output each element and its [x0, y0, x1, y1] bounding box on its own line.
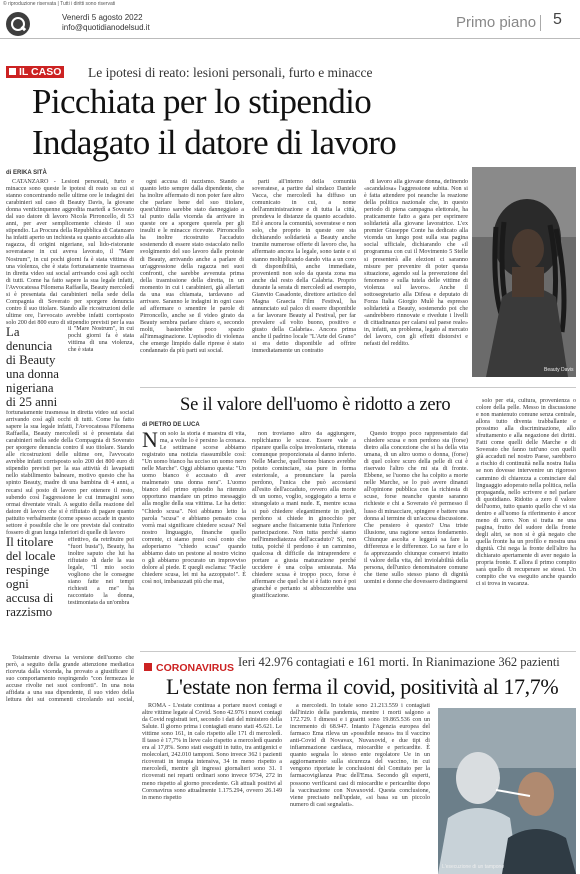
drop-cap: N [142, 431, 158, 452]
story-kicker: Le ipotesi di reato: lesioni personali, furto e minacce [88, 65, 373, 80]
headline-line-2: Indagato il datore di lavoro [32, 123, 397, 162]
contact-email[interactable]: info@quotidianodelsud.it [62, 23, 150, 32]
opinion-byline: di PIETRO DE LUCA [142, 422, 200, 428]
coronavirus-kicker: Ieri 42.976 contagiati e 161 morti. In Rianimazione 362 pazienti [238, 655, 560, 669]
issue-date: Venerdì 5 agosto 2022 [62, 13, 143, 22]
coronavirus-tag: CORONAVIRUS [144, 656, 234, 675]
portrait-illustration [472, 167, 576, 377]
story3-photo [438, 708, 576, 874]
story3-column-2: a mercoledì. In totale sono 21.213.559 i contagiati dall'inizio della pandemia, mentre i morti salgono a 172.729. I dimessi e i guariti sono 19.865.536 con un incremento di 68.947. Intanto l'Agenzia europea del farmaco Ema rileva un «possibile nesso» tra il vaccino anti-Covid di Novavax, Nuvaxovid, e due tipi di infiammazione cardiaca, miocardite e pericardite. È quanto segnala lo stesso ente regolatore Ue in un aggiornamento sulla sicurezza del vaccino, in cui vengono riportate le conclusioni del Comitato per la farmacovigilanza Prac dell'Ema. Secondo gli esperti, possono verificarsi casi di miocardite e pericardite dopo la vaccinazione con Nuvaxovid. Questa conclusione, viene precisato nell'update, «si basa su un piccolo numero di casi segnalati». [290, 703, 430, 808]
coronavirus-headline: L'estate non ferma il covid, positività al 17,7% [166, 674, 559, 699]
section-rule-3 [140, 651, 576, 652]
story2-column-1: Non solo la storia è maestra di vita, ma, a volte lo è persino la cronaca. Le settimane scorse abbiamo registrato una notizia riassumibile così: "Un uomo bianco ha ucciso un uomo nero nelle Marche". Oggi abbiamo questa: "Un uomo bianco è accusato di aver malmenato una donna nera". L'uomo bianco del primo episodio ha ritenuto opportuno mandare un primo messaggio alla moglie della sua vittima. Le ha detto: "Chiedo scusa". Noi abbiamo letto la parola "scusa" e abbiamo pensato cosa vorrà mai significare chiedere scusa? Nel nostro linguaggio, finanche quello corrente, ci siamo presi così conto che adoperiamo "chiedo scusa" quando abbiamo dato un pestone al nostro vicino o gli abbiamo procurato un improvviso dolore al piede. E quegli esclama: "Facile chiedere scusa, lei mi ha azzoppato!". È così noi, imbarazzati più che mai, [142, 431, 246, 585]
section-name: Primo piano [456, 14, 537, 31]
story1-column-1-top: CATANZARO - Lesioni personali, furto e minacce sono queste le ipotesi di reato su cui si stanno concentrando nelle ultime ore le indagini dei carabinieri sul caso di Beauty Davis, la giovane donna venticinquenne aggredita martedì a Soverato dal suo datore di lavoro Nicola Pirroncello, di 53 anni, per aver semplicemente chiesto il suo stipendio. La Procura della Repubblica di Catanzaro ha infatti aperto un inchiesta su quanto accaduto alla ragazza, di origini nigeriane, sul lido-ristorante soverataese in cui aveva lavorato, il "Mare Nostrum", in cui pochi giorni fa è stata vittima di una violenza, che è stata fortunatamente trasmessa in diretta video sui social arrivando così agli occhi di tutti. Come ha fatto sapere la sua legale infatti, l'Avvocatessa Filomena Raffaella, Beauty mercoledì si è presentata dai carabinieri nella sede della Compagnia di Soverato per sporgere denuncia contro il suo titolare. Stando alle ricostruzioni delle ultime ore, l'avvocato avrebbe infatti corrisposto solo 200 dei 800 euro di stipendio previsti per la sua [6, 179, 134, 325]
section-rule-2 [140, 387, 576, 388]
photo-caption: Beauty Davis [544, 367, 574, 373]
story2-column-2: non troviamo altro da aggiungere, replichiamo le scuse. Essere vale a riparare quella colpa involontaria, ritenuta comunque proporzionata al danno inferto. Nelle Marche, quell'uomo bianco avrebbe potuto cominciare, sia pure in forma esteriorale, a pronunciare la parola perdono, l'unica che può accostarsi all'esito dell'accaduto, ovvero alla morte di un uomo, voglio, soggiogato a terra e strangolato a mani nude. E, mentre scusa si può chiedere elegantimente in piedi, perdono si chiede in ginocchio per segnare anche fisicamente tutta l'inferiore partecipazione. Non tutta perché siamo nell'immediatezza dell'accaduto? Sì, non tutta, poiché il perdono è un cammino, qualcosa di difficile da intraprendere e portare a giusta maturazione perché uccidere è una colpa smisurata. Ma chiedere scusa è troppo poco, forse è affermare che quel che si è fatto non è poi granché e pertanto si abbozzerebbe una giustificazione. [252, 431, 356, 600]
opinion-headline: Se il valore dell'uomo è ridotto a zero [180, 395, 451, 415]
story3-column-1: ROMA - L'estate continua a portare nuovi contagi e altre vittime legate al Covid. Sono 42.976 i nuovi contagi da Covid registrati ieri, secondo i dati del ministero della Salute. Il giorno prima i contagiati erano stati 45.621. Le vittime sono 161, in calo rispetto alle 171 di mercoledì. Il tasso è 17,7% in lieve calo rispetto a mercoledì quando era al 17,8%. Sono stati eseguiti in tutto, tra antigenici e molecolari, 242.010 tamponi. Sono invece 362 i pazienti ricoverati in terapia intensiva, 34 in meno rispetto a mercoledì, mentre gli ingressi giornalieri sono 31. I ricoverati nei reparti ordinari sono invece 9734, 272 in meno rispetto al giorno precedente. Gli attuali positivi al Coronavirus sono attualmente 1.175.294, ovvero 26.149 in meno rispetto [142, 703, 282, 801]
pullquote-2: Il titolare del locale respinge ogni accusa di razzismo [6, 535, 56, 619]
story1-column-1-wrap: il "Mare Nostrum", in cui pochi giorni fa è stata vittima di una violenza, che è stata [68, 326, 134, 354]
story2-column-4: solo per età, cultura, provenienza o colore della pelle. Messo in discussione e non mantenuto comune senza centrale, allora tutto diventa trabballante e prossimo alla discriminazione, allo sfruttamento e alla negazione dei diritti. Fatti come quelli delle Marche e di Soverato che fanno tutt'uno con quelli già accaduti nel nostro Paese, sarebbero a rischio di continuità nella nostra Italia se non dovesse intervenire un rigoroso cammino di chiarezza a cominciare dal linguaggio adoperato nella politica, nella propaganda, nello scrivere e nel parlare di quotidiano. Ridotto a zero il valore dell'uomo, tutto quanto quello che vi sta dentro e all'uomo fa riferimento è ancor meno di zero. Non si tratta ne una pagina, frutto del sudore della fronte degli altri, se non si è già negato che quella fronte ha un profilo e mostra una dignità. Chi nega la fronte dell'altro ha dichiarato apertamente di aver negato la propria fronte. E allora il primo compito sarà quello di recuperare se stessi. Un compito che va eseguito anche quando ci si trova in vacanza. [476, 398, 576, 588]
story1-photo [472, 167, 576, 377]
photo-caption-covid: L'esecuzione di un tampone [442, 864, 505, 870]
page-number: 5 [553, 11, 562, 28]
story1-column-1-mid: fortunatamente trasmessa in diretta video sui social arrivando così agli occhi di tutti. Come ha fatto sapere la sua legale infatti, l'Avvocatessa Filomena Raffaella, Beauty mercoledì si è presentata dai carabinieri nella sede della Compagnia di Soverato per sporgere denuncia contro il suo titolare. Stando alle ricostruzioni delle ultime ore, l'avvocato avrebbe infatti corrisposto solo 200 dei 800 euro di stipendio previsti per la sua attività di lavapiatti nello stabilimento balneare, motivo questo che ha spinto Beauty, madre di una bambina di 4 anni, a recarsi sul posto di lavoro per ottenere il resto, subendo così l'aggressione le cui immagini sono ormai diventate virali. A seguito della reazione del datore di lavoro che si è rifiutato di pagare quanto pattuito verbalmente (come spesso accade in questo settore è possibile che le ore previste dal contratto fossero di gran lunga inferiori di quelle di lavoro [6, 410, 134, 536]
byline: di ERIKA SITÀ [6, 170, 47, 176]
story1-column-1-wrap-2: effettivo, da retribuire poi "fuori busta"), Beauty, ha inoltre saputo che lui ha rifiutato di darle la sua legale, "Il mio socio vogliono che le consegne siano fatte nei tempi richiesti a me" ha raccontato la donna, testimoniata da un'ombra [68, 537, 134, 607]
story1-column-4: di lavoro alla giovane donna, definendo «scandalosa» l'aggressione subita. Non si è fatta attendere poi neanche la reazione della politica nazionale che, in questo periodo di piena campagna elettorale, ha praticamente fatto a gara per esprimere solidarietà alla giovane lavoratrice. L'ex premier Giuseppe Conte ha dedicato alla vicenda un lungo post sulla sua pagina social ufficiale, dichiarando che «il programma con cui il Movimento 5 Stelle si presenterà alle elezioni ci saranno misure per prevenire di poter questa situazione, agendo sul la prevenzione del fenomeno e sulla tutela delle vittime di violenza sul lavoro». Anche il sottosegretario alla Difesa e deputato di Forza Italia Giorgio Mulè ha espresso solidarietà a Beauty, sostenendo poi che «andrebbero rinnovate e rivedute i livelli di cittadinanza per calarsi sul paese reale» in, infatti, un problema, legato al mercato del lavoro, con gli effetti distorsivi e nefasti del reddito. [364, 179, 468, 348]
pullquote-1: La denuncia di Beauty una donna nigeriana di 25 anni [6, 325, 59, 409]
newspaper-logo-icon [6, 12, 30, 36]
headline-line-1: Picchiata per lo stipendio [32, 82, 372, 121]
story1-column-2: ogni accusa di razzismo. Stando a quanto letto sempre dalla dipendente, che ha inoltre affermato di non poter fare altro che parlare bene del suo titolare, quest'ultimo sarebbe stato danneggiato a tal punto dalla vicenda da arrivare in queste ore a sporgere querela per gli insulti e le minacce ricevute. Pirroncello ha inoltre ricostruito l'accaduto sostenendo di essere stato ostacolato nello svolgimento del suo lavoro dalle proteste di Beauty, arrivando anche a parlare di un'aggressione della ragazza nei suoi confronti, che sarebbe avvenuta prima della trasmissione della diretta, in un momento in cui i carabinieri, già allertati da una sua chiamata, tardavano ad arrivare. Saranno le indagini in ogni caso ad affermare o smentire le parole di Pirroncello, anche se il video girato da Beauty sembra parlare chiaro e, secondo molti, basterebbe poco spazio all'immaginazione. L'episodio di violenza che emerge limpido dalle riprese è stato condannato da più parti sui social. [140, 179, 244, 355]
header-rule [0, 38, 580, 39]
header-divider [540, 15, 541, 31]
red-square-icon [144, 663, 152, 671]
story1-column-3: parti all'interno della comunità soveratese, a partire dal sindaco Daniele Vacca, che mercoledì ha diffuso un comunicato in cui, a nome dell'amministrazione e di tutta la città, prendeva le distanze da quanto accaduto. Ed è ancora la comunità, soveratese e non solo, che proprio in queste ore sta dichiarando solidarietà a Beauty anche tramite numerose offerte di lavoro che, ha affermato ancora la legale, sono tante e si stanno moltiplicando dando vita a un coro di disponibilità, anche immediate, provenienti non solo da questa zona ma anche dal resto della Calabria. Proprio durante la serata di mercoledì ad esempio, Gianvito Casadonte, direttore artistico del Magna Graecia Film Festival, ha annunciato sul palco di essere disponibile a far lavorare Beauty al Festival, per far prevalere «il volto buono, positivo e giusto della Calabria». Ancora prima anche il padrino locale "L'Arte del Grano" si era detto disponibile ad offrire immediatamente un contratto [252, 179, 356, 355]
copyright-notice: © riproduzione riservata | Tutti i diritti sono riservati [3, 1, 116, 7]
swab-test-illustration [438, 708, 576, 874]
story-tag: IL CASO [6, 66, 64, 78]
story1-column-1-bottom: Totalmente diversa la versione dell'uomo che però, a seguito della grande attenzione mediatica ricevuta dalla vicenda, ha provato a giustificare il suo comportamento respingendo "con fermezza le accuse rivolte nei suoi confronti". In una nota affidata a una sua dipendente, il suo video della lettura dei sui commenti circolando sui social, [6, 655, 134, 703]
story2-column-3: Questo troppo poco rappresentato dal chiedere scusa e non perdono sta (forse) dietro alla concezione che si ha della vita umana, di un altro uomo o donna, (forse) di quel colore scuro della pelle di cui è riservato l'altro che mi sta di fronte. Ebbene, se l'uomo che ha colpito a morte nelle Marche, se lo può avere dinanzi all'opinione pubblica con la richiesta di scuse, forse neanche queste saranno richieste e chi a Soverato s'è permesso il lusso di minacciare, spingere e battere una donna al termine di un'accesa discussione. Che pensiero è questo? Una triste illusione, una ragione senza fondamento. Chiunque ascolta e leggerà sa fare la differenza e le differenze. Lo sa fare e lo fa apprezzando chiunque conservi intatto il valore della vita, del inviolabilità della persona, dell'unico denominatore comune che tiene sullo stesso piano di dignità uomini e donne che dovessero distinguersi [364, 431, 468, 585]
